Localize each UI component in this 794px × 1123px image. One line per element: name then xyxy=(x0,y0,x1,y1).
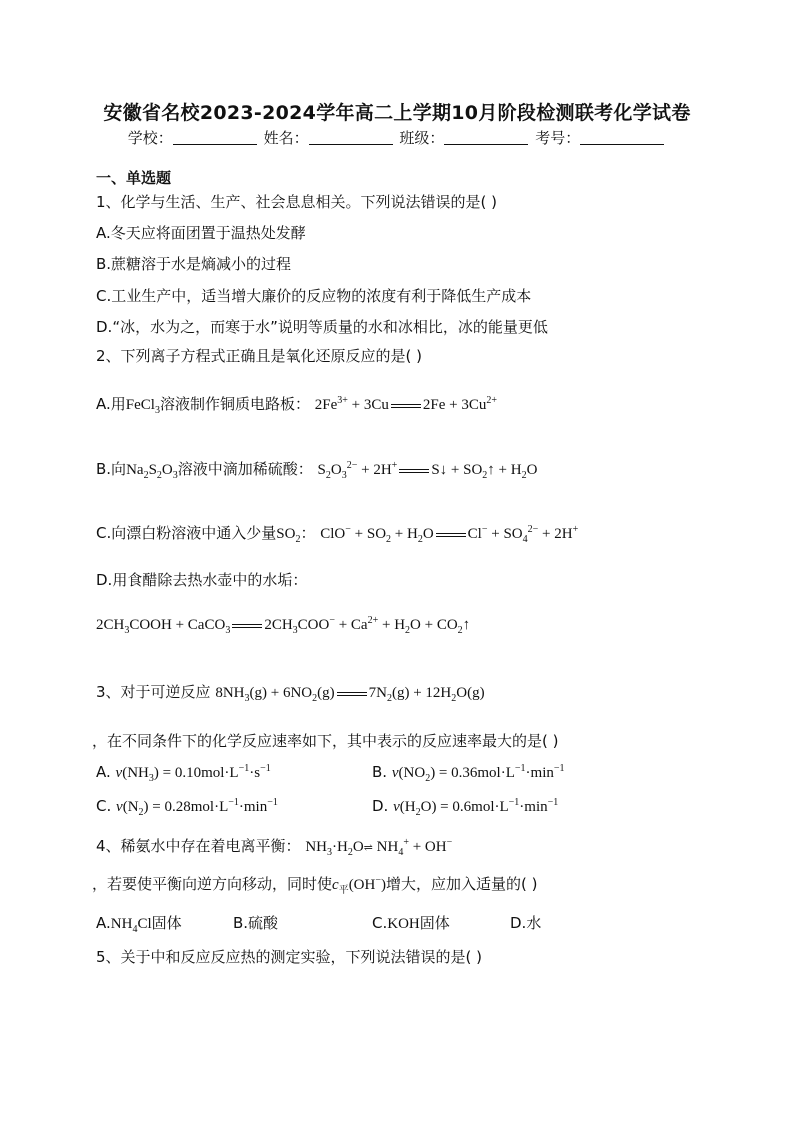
question-4-option-d[interactable]: D.水 xyxy=(510,914,542,932)
fecl3-formula: FeCl$_3$ xyxy=(125,397,160,416)
class-label: 班级： xyxy=(399,129,445,147)
equation-4: $NH_3\cdot H_2O\rightleftharpoons$ $NH_4^+ + OH^-$ xyxy=(305,837,453,858)
name-label: 姓名： xyxy=(263,129,309,147)
question-2-option-a[interactable]: A.用FeCl$_3$溶液制作铜质电路板： $2Fe^{3+} + 3Cu$ $2Fe + 3Cu^{2+}$ xyxy=(96,395,497,416)
question-3-option-b[interactable]: B. $v(NO_2) = 0.36mol\cdot L^{-1}\cdot\min^{-1}$ xyxy=(372,763,565,784)
na2s2o3-formula: $Na_2S_2O_3$ xyxy=(126,462,178,481)
question-3-option-a[interactable]: A. $v(NH_3) = 0.10mol\cdot L^{-1}\cdot s^{-1}$ xyxy=(96,763,271,784)
question-2-option-d[interactable]: D.用食醋除去热水壶中的水垢： xyxy=(96,571,308,589)
name-blank[interactable] xyxy=(309,130,393,145)
so2-formula: $SO_2$ xyxy=(276,526,301,545)
equation-b: $S_2O_3^{2-} + 2H^+$ S↓ + $SO_2↑ + H_2O$ xyxy=(317,460,538,481)
question-4-stem-cont: ，若要使平衡向逆方向移动，同时使$c_平(OH^-)$增大，应加入适量的( ) xyxy=(92,875,538,896)
class-blank[interactable] xyxy=(444,130,528,145)
question-3-stem: 3、对于可逆反应 $8NH_3(g) + 6NO_2(g) 7N_2(g) + 12H_2O(g)$ xyxy=(96,683,485,704)
question-1-option-c[interactable]: C.工业生产中，适当增大廉价的反应物的浓度有利于降低生产成本 xyxy=(96,287,532,305)
equation-3: $8NH_3(g) + 6NO_2(g) 7N_2(g) + 12H_2O(g)$ xyxy=(215,685,485,704)
number-blank[interactable] xyxy=(580,130,664,145)
question-2-option-c[interactable]: C.向漂白粉溶液中通入少量$SO_2$： $ClO^- + SO_2 + H_2O$ $Cl^- + SO_4^{2-} + 2H^+$ xyxy=(96,524,579,545)
question-3-option-d[interactable]: D. $v(H_2O) = 0.6mol\cdot L^{-1}\cdot\min^{-1}$ xyxy=(372,797,559,818)
section-heading: 一、单选题 xyxy=(96,169,172,187)
school-label: 学校： xyxy=(127,129,173,147)
question-1-option-b[interactable]: B.蔗糖溶于水是熵减小的过程 xyxy=(96,255,292,273)
equation-a: $2Fe^{3+} + 3Cu$ $2Fe + 3Cu^{2+}$ xyxy=(314,395,497,413)
question-4-option-a[interactable]: $A.NH_4Cl$固体 xyxy=(96,914,182,935)
question-4-option-b[interactable]: B.硫酸 xyxy=(233,914,279,932)
question-1-option-d[interactable]: D.“冰，水为之，而寒于水”说明等质量的水和冰相比，冰的能量更低 xyxy=(96,318,548,336)
question-3-stem-cont: ，在不同条件下的化学反应速率如下，其中表示的反应速率最大的是( ) xyxy=(92,732,559,750)
school-blank[interactable] xyxy=(173,130,257,145)
page-title: 安徽省名校2023-2024学年高二上学期10月阶段检测联考化学试卷 xyxy=(103,102,691,124)
question-5-stem: 5、关于中和反应反应热的测定实验，下列说法错误的是( ) xyxy=(96,948,483,966)
question-2-stem: 2、下列离子方程式正确且是氧化还原反应的是( ) xyxy=(96,347,423,365)
student-info-line xyxy=(0,127,794,148)
question-4-stem: 4、稀氨水中存在着电离平衡： $NH_3\cdot H_2O\rightleftharpoons$ $NH_4^+ + OH^-$ xyxy=(96,837,453,858)
number-label: 考号： xyxy=(535,129,581,147)
equation-d: $2CH_3COOH$ + CaCO$_3$ $2CH_3COO^- + Ca^{2+} + H_2O$ + $CO_2↑$ xyxy=(96,615,471,636)
question-1-stem: 1、化学与生活、生产、社会息息相关。下列说法错误的是( ) xyxy=(96,193,498,211)
question-2-option-b[interactable]: B.向$Na_2S_2O_3$溶液中滴加稀硫酸： $S_2O_3^{2-} + 2H^+$ S↓ + $SO_2↑ + H_2O$ xyxy=(96,460,538,481)
question-1-option-a[interactable]: A.冬天应将面团置于温热处发酵 xyxy=(96,224,306,242)
equation-c: $ClO^- + SO_2 + H_2O$ $Cl^- + SO_4^{2-} + 2H^+$ xyxy=(320,524,579,545)
question-3-option-c[interactable]: C. $v(N_2) = 0.28mol\cdot L^{-1}\cdot\min^{-1}$ xyxy=(96,797,278,818)
question-4-option-c[interactable]: C.KOH固体 xyxy=(372,914,450,932)
